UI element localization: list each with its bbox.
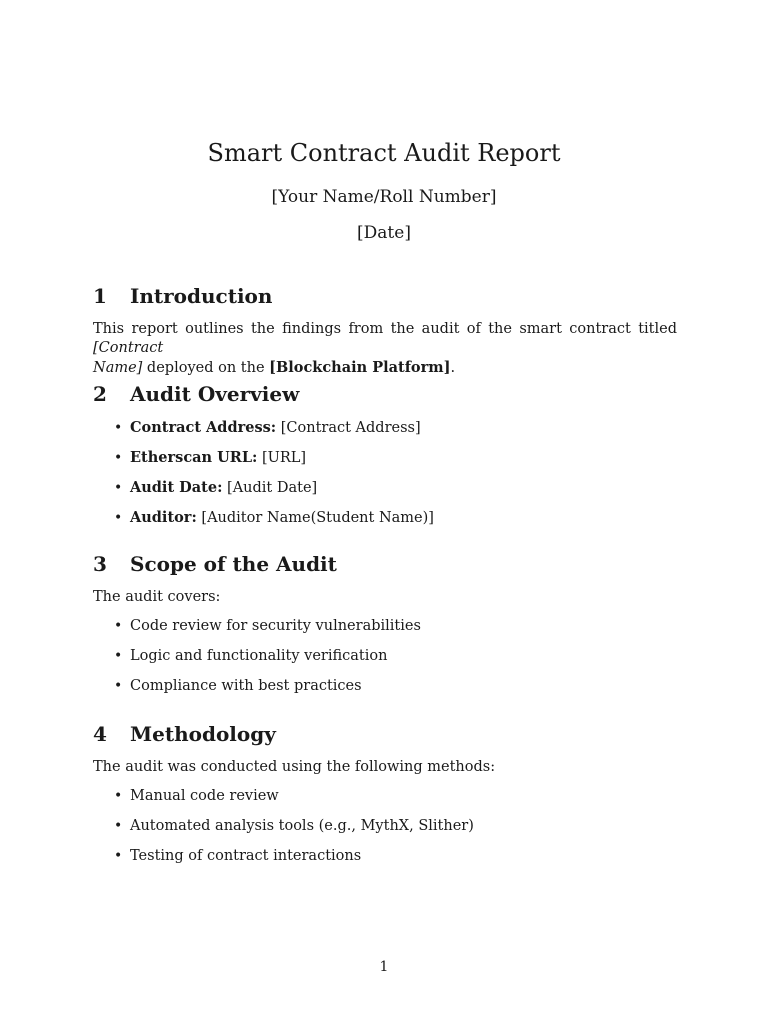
item-text: Automated analysis tools (e.g., MythX, Slither)	[130, 818, 474, 834]
document-author: [Your Name/Roll Number]	[271, 187, 497, 207]
section-number: 2	[93, 382, 107, 406]
paragraph-text: .	[450, 360, 456, 376]
list-item	[114, 817, 474, 836]
list-item	[114, 647, 387, 666]
list-item	[114, 787, 279, 806]
section-number: 1	[93, 284, 107, 308]
document-date: [Date]	[357, 223, 411, 243]
item-value: [URL]	[262, 450, 307, 466]
page-number: 1	[379, 959, 389, 975]
bullet-icon: •	[114, 450, 123, 466]
item-text: Logic and functionality verification	[130, 648, 388, 664]
item-label: Audit Date:	[130, 479, 223, 496]
section-heading-scope	[93, 551, 337, 577]
document-title: Smart Contract Audit Report	[207, 139, 561, 167]
bullet-icon: •	[114, 648, 123, 664]
item-text: Manual code review	[130, 788, 279, 804]
item-value: [Audit Date]	[227, 480, 318, 496]
item-label: Etherscan URL:	[130, 449, 258, 466]
list-item	[114, 508, 434, 528]
item-text: Testing of contract interactions	[130, 848, 362, 864]
bullet-icon: •	[114, 510, 123, 526]
item-text: Compliance with best practices	[130, 678, 362, 694]
bullet-icon: •	[114, 788, 123, 804]
item-value: [Contract Address]	[280, 420, 421, 436]
list-item	[114, 418, 421, 438]
bullet-icon: •	[114, 618, 123, 634]
bullet-icon: •	[114, 848, 123, 864]
item-label: Contract Address:	[130, 419, 277, 436]
contract-name-placeholder-cont: Name]	[93, 360, 143, 376]
item-text: Code review for security vulnerabilities	[130, 618, 421, 634]
section-heading-audit-overview	[93, 381, 299, 407]
section-title: Audit Overview	[130, 382, 300, 406]
section-heading-methodology	[93, 721, 276, 747]
section-title: Introduction	[130, 284, 273, 308]
list-item	[114, 448, 306, 468]
platform-placeholder: [Blockchain Platform]	[269, 359, 451, 376]
contract-name-placeholder: [Contract	[93, 340, 164, 356]
bullet-icon: •	[114, 480, 123, 496]
list-item	[114, 617, 421, 636]
list-item	[114, 847, 361, 866]
section-title: Scope of the Audit	[130, 552, 337, 576]
section-title: Methodology	[130, 722, 276, 746]
paragraph-text: deployed on the	[142, 360, 270, 376]
item-value: [Auditor Name(Student Name)]	[201, 510, 434, 526]
list-item	[114, 677, 362, 696]
bullet-icon: •	[114, 678, 123, 694]
item-label: Auditor:	[130, 509, 197, 526]
section-heading-introduction	[93, 283, 272, 309]
methodology-intro: The audit was conducted using the following methods:	[93, 759, 496, 775]
scope-intro: The audit covers:	[93, 589, 221, 605]
introduction-paragraph	[93, 320, 677, 378]
bullet-icon: •	[114, 818, 123, 834]
bullet-icon: •	[114, 420, 123, 436]
section-number: 3	[93, 552, 107, 576]
section-number: 4	[93, 722, 107, 746]
paragraph-text: This report outlines the findings from the audit of the smart contract titled	[93, 321, 677, 337]
list-item	[114, 478, 317, 498]
